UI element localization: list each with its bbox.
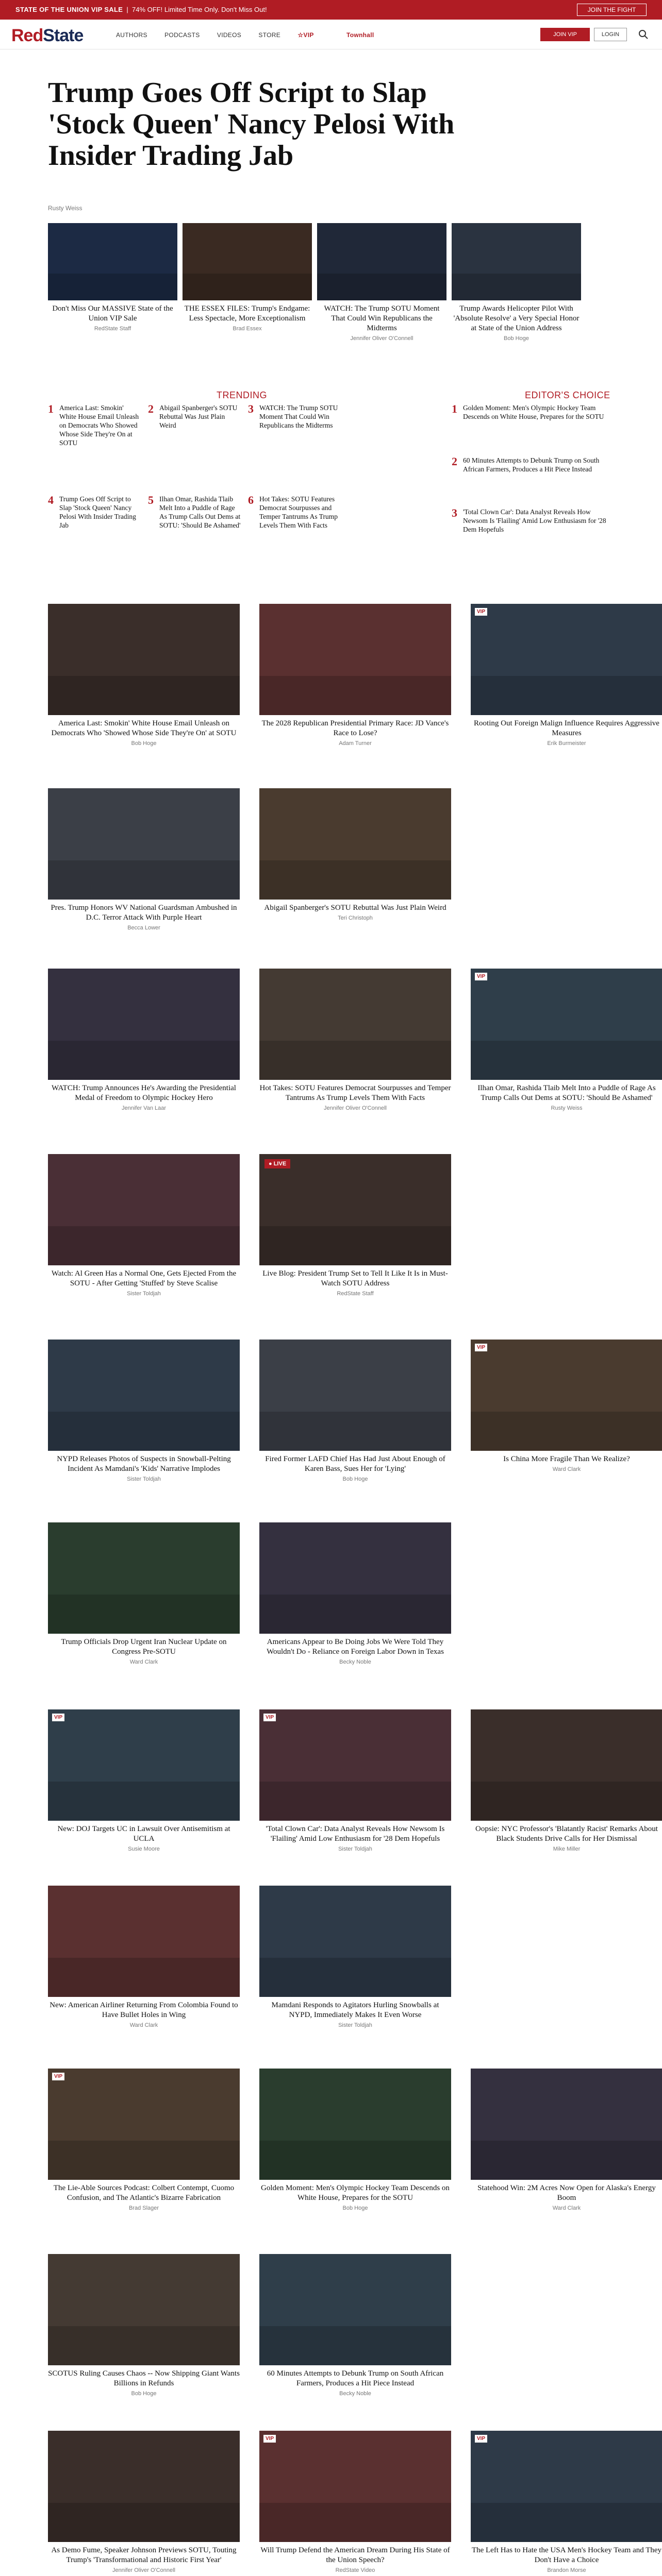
article-author[interactable]: Brad Slager [128, 2205, 159, 2211]
article-thumbnail[interactable] [48, 1709, 240, 1821]
article-thumbnail[interactable] [317, 223, 446, 300]
article-card[interactable] [259, 788, 451, 921]
article-title[interactable]: THE ESSEX FILES: Trump's Endgame: Less Spectacle, More Exceptionalism [184, 304, 310, 323]
article-author[interactable]: Becky Noble [339, 2391, 371, 2397]
article-title[interactable]: WATCH: The Trump SOTU Moment That Could Win Republicans the Midterms [324, 304, 440, 332]
site-logo[interactable]: RedState [11, 26, 84, 45]
article-title[interactable]: Rooting Out Foreign Malign Influence Requires Aggressive Measures [474, 719, 659, 737]
article-title[interactable]: 'Total Clown Car': Data Analyst Reveals How Newsom Is 'Flailing' Amid Low Enthusiasm for '28 Dem Hopefuls [266, 1825, 445, 1843]
editors-choice-title-text[interactable]: 'Total Clown Car': Data Analyst Reveals How Newsom Is 'Flailing' Amid Low Enthusiasm for '28 Dem Hopefuls [463, 508, 606, 533]
trending-title-text[interactable]: America Last: Smokin' White House Email Unleash on Democrats Who Showed Whose Side They're On at SOTU [59, 404, 139, 447]
page-title[interactable]: Trump Goes Off Script to Slap 'Stock Queen' Nancy Pelosi With Insider Trading Jab [48, 77, 455, 172]
article-thumbnail[interactable] [259, 1709, 451, 1821]
article-title[interactable]: Is China More Fragile Than We Realize? [503, 1455, 630, 1463]
article-author[interactable]: Bob Hoge [342, 1476, 368, 1482]
editors-choice-item[interactable] [452, 456, 614, 473]
article-title[interactable]: Statehood Win: 2M Acres Now Open for Alaska's Energy Boom [477, 2184, 656, 2202]
vip-badge: VIP [263, 1714, 276, 1721]
join-vip-button[interactable]: JOIN VIP [540, 28, 590, 41]
article-title[interactable]: The 2028 Republican Presidential Primary Race: JD Vance's Race to Lose? [261, 719, 449, 737]
article-title[interactable]: New: American Airliner Returning From Colombia Found to Have Bullet Holes in Wing [49, 2001, 238, 2019]
article-title[interactable]: America Last: Smokin' White House Email Unleash on Democrats Who 'Showed Whose Side They're On' at SOTU [51, 719, 237, 737]
article-author[interactable]: Erik Burmeister [547, 740, 586, 747]
join-the-fight-button[interactable]: JOIN THE FIGHT [577, 4, 647, 16]
trending-rank: 5 [148, 494, 154, 506]
article-title[interactable]: Americans Appear to Be Doing Jobs We Were Told They Wouldn't Do - Reliance on Foreign Labor Down in Texas [267, 1638, 444, 1656]
trending-title: TRENDING [217, 390, 267, 400]
article-card[interactable] [259, 604, 451, 747]
article-title[interactable]: As Demo Fume, Speaker Johnson Previews SOTU, Touting Trump's 'Transformational and Historic First Year' [51, 2546, 237, 2564]
trending-rank: 1 [48, 402, 54, 415]
article-card[interactable] [259, 1340, 451, 1482]
search-icon[interactable] [638, 29, 649, 40]
trending-item[interactable] [248, 495, 342, 530]
editors-choice-title-text[interactable]: Golden Moment: Men's Olympic Hockey Team Descends on White House, Prepares for the SOTU [463, 404, 604, 420]
article-author[interactable]: Ward Clark [129, 1659, 158, 1665]
article-thumbnail[interactable] [471, 2069, 662, 2180]
trending-rank: 6 [248, 494, 254, 506]
article-thumbnail[interactable] [259, 1522, 451, 1634]
vip-badge: VIP [475, 973, 487, 980]
trending-rank: 4 [48, 494, 54, 506]
article-thumbnail[interactable] [48, 1886, 240, 1997]
article-thumbnail[interactable] [48, 2431, 240, 2542]
nav-videos[interactable]: VIDEOS [217, 31, 242, 39]
article-author[interactable]: Bob Hoge [131, 740, 157, 747]
article-card[interactable] [317, 223, 446, 342]
article-author[interactable]: Bob Hoge [342, 2205, 368, 2211]
article-author[interactable]: Jennifer Oliver O'Connell [350, 335, 413, 342]
article-title[interactable]: WATCH: Trump Announces He's Awarding the Presidential Medal of Freedom to Olympic Hockey Hero [52, 1084, 236, 1102]
article-author[interactable]: Becca Lower [127, 925, 160, 931]
article-card[interactable] [471, 604, 662, 747]
vip-badge: VIP [475, 1344, 487, 1351]
article-title[interactable]: Live Blog: President Trump Set to Tell It Like It Is in Must-Watch SOTU Address [262, 1269, 448, 1287]
article-author[interactable]: Jennifer Van Laar [121, 1105, 167, 1111]
nav-store[interactable]: STORE [258, 31, 281, 39]
trending-rank: 3 [248, 402, 254, 415]
article-title[interactable]: Pres. Trump Honors WV National Guardsman Ambushed in D.C. Terror Attack With Purple Heart [51, 904, 237, 922]
vip-badge: VIP [52, 2073, 64, 2080]
article-thumbnail[interactable] [48, 1154, 240, 1265]
trending-item[interactable] [248, 403, 342, 430]
article-title[interactable]: Mamdani Responds to Agitators Hurling Snowballs at NYPD, Immediately Makes It Even Worse [271, 2001, 439, 2019]
nav-menu [116, 31, 390, 39]
article-thumbnail[interactable] [259, 604, 451, 715]
article-title[interactable]: The Left Has to Hate the USA Men's Hockey Team and They Don't Have a Choice [471, 2546, 662, 2564]
article-author[interactable]: Ward Clark [552, 2205, 581, 2211]
article-thumbnail[interactable] [183, 223, 312, 300]
article-author[interactable]: Ward Clark [129, 2022, 158, 2028]
article-title[interactable]: Fired Former LAFD Chief Has Had Just About Enough of Karen Bass, Sues Her for 'Lying' [265, 1455, 445, 1473]
trending-title-text[interactable]: Hot Takes: SOTU Features Democrat Sourpusses and Temper Tantrums As Trump Levels Them With Facts [259, 495, 338, 529]
article-thumbnail[interactable] [259, 1154, 451, 1265]
trending-title-text[interactable]: Trump Goes Off Script to Slap 'Stock Queen' Nancy Pelosi With Insider Trading Jab [59, 495, 136, 529]
article-thumbnail[interactable] [471, 1709, 662, 1821]
promo-text: STATE OF THE UNION VIP SALE | 74% OFF! Limited Time Only. Don't Miss Out! [15, 6, 267, 13]
nav-authors[interactable]: AUTHORS [116, 31, 147, 39]
trending-item[interactable] [148, 495, 242, 530]
article-author[interactable]: Rusty Weiss [551, 1105, 583, 1111]
article-author[interactable]: Jennifer Oliver O'Connell [324, 1105, 387, 1111]
promo-banner[interactable] [0, 0, 662, 20]
article-thumbnail[interactable] [259, 2254, 451, 2365]
article-thumbnail[interactable] [471, 2431, 662, 2542]
nav-podcasts[interactable]: PODCASTS [164, 31, 200, 39]
article-thumbnail[interactable] [471, 1340, 662, 1451]
live-badge: ● LIVE [264, 1159, 290, 1168]
article-title[interactable]: Will Trump Defend the American Dream During His State of the Union Speech? [260, 2546, 450, 2564]
article-card[interactable] [48, 1709, 240, 1852]
article-title[interactable]: Oopsie: NYC Professor's 'Blatantly Racist' Remarks About Black Students Drive Calls for Her Dismissal [475, 1825, 658, 1843]
editors-choice-title-text[interactable]: 60 Minutes Attempts to Debunk Trump on South African Farmers, Produces a Hit Piece Instead [463, 456, 600, 473]
nav-townhall[interactable]: Townhall [346, 31, 374, 39]
article-title[interactable]: Watch: Al Green Has a Normal One, Gets Ejected From the SOTU - After Getting 'Stuffed' by Steve Scalise [51, 1269, 237, 1287]
article-card[interactable] [48, 2431, 240, 2573]
article-card[interactable] [48, 2069, 240, 2211]
article-card[interactable] [259, 2431, 451, 2573]
article-thumbnail[interactable] [48, 2254, 240, 2365]
article-author[interactable]: RedState Staff [337, 1291, 374, 1297]
vip-badge: VIP [475, 2435, 487, 2443]
article-title[interactable]: New: DOJ Targets UC in Lawsuit Over Antisemitism at UCLA [57, 1825, 230, 1843]
article-author[interactable]: Ward Clark [552, 1466, 581, 1472]
editors-choice-item[interactable] [452, 403, 614, 421]
article-thumbnail[interactable] [259, 2069, 451, 2180]
article-author[interactable]: Sister Toldjah [127, 1476, 161, 1482]
article-author[interactable]: Brandon Morse [547, 2567, 586, 2573]
article-title[interactable]: Ilhan Omar, Rashida Tlaib Melt Into a Puddle of Rage As Trump Calls Out Dems at SOTU: 'Should Be Ashamed' [477, 1084, 656, 1102]
article-thumbnail[interactable] [452, 223, 581, 300]
article-author[interactable]: Mike Miller [553, 1846, 581, 1852]
article-title[interactable]: Trump Awards Helicopter Pilot With 'Absolute Resolve' a Very Special Honor at State of the Union Address [453, 304, 580, 332]
article-card[interactable] [48, 1154, 240, 1297]
article-author[interactable]: Bob Hoge [504, 335, 529, 342]
article-author[interactable]: Brad Essex [233, 326, 262, 332]
article-thumbnail[interactable] [259, 969, 451, 1080]
article-thumbnail[interactable] [48, 788, 240, 900]
article-card[interactable] [471, 1340, 662, 1472]
article-thumbnail[interactable] [48, 969, 240, 1080]
article-card[interactable] [259, 1709, 451, 1852]
trending-title-text[interactable]: Abigail Spanberger's SOTU Rebuttal Was Just Plain Weird [159, 404, 238, 429]
article-card[interactable] [183, 223, 312, 332]
article-thumbnail[interactable] [48, 2069, 240, 2180]
vip-badge: VIP [475, 608, 487, 616]
article-thumbnail[interactable] [48, 604, 240, 715]
article-thumbnail[interactable] [48, 1522, 240, 1634]
trending-title-text[interactable]: WATCH: The Trump SOTU Moment That Could Win Republicans the Midterms [259, 404, 338, 429]
article-title[interactable]: NYPD Releases Photos of Suspects in Snowball-Pelting Incident As Mamdani's 'Kids' Narrative Implodes [57, 1455, 231, 1473]
article-card[interactable] [48, 604, 240, 747]
article-card[interactable] [48, 969, 240, 1111]
article-thumbnail[interactable] [259, 1340, 451, 1451]
editors-choice-title: EDITOR'S CHOICE [525, 390, 610, 400]
editors-choice-rank: 1 [452, 402, 457, 415]
article-card[interactable] [48, 788, 240, 931]
editors-choice-rank: 2 [452, 455, 457, 468]
article-author[interactable]: Becky Noble [339, 1659, 371, 1665]
article-card[interactable] [48, 2254, 240, 2397]
article-author[interactable]: Susie Moore [128, 1846, 160, 1852]
article-title[interactable]: SCOTUS Ruling Causes Chaos -- Now Shipping Giant Wants Billions in Refunds [48, 2369, 240, 2387]
article-thumbnail[interactable] [259, 788, 451, 900]
trending-rank: 2 [148, 402, 154, 415]
article-author[interactable]: Adam Turner [339, 740, 372, 747]
article-author[interactable]: Jennifer Oliver O'Connell [112, 2567, 175, 2573]
article-card[interactable] [48, 1886, 240, 2028]
top-nav [0, 20, 662, 49]
article-title[interactable]: Hot Takes: SOTU Features Democrat Sourpusses and Temper Tantrums As Trump Levels Them With Facts [259, 1084, 451, 1102]
article-card[interactable] [259, 1886, 451, 2028]
article-author[interactable]: Sister Toldjah [338, 2022, 372, 2028]
article-author[interactable]: Bob Hoge [131, 2391, 157, 2397]
article-card[interactable] [471, 1709, 662, 1852]
article-thumbnail[interactable] [48, 1340, 240, 1451]
article-card[interactable] [259, 2254, 451, 2397]
vip-badge: VIP [52, 1714, 64, 1721]
article-card[interactable] [471, 969, 662, 1111]
article-card[interactable] [471, 2069, 662, 2211]
article-thumbnail[interactable] [471, 969, 662, 1080]
article-card[interactable] [48, 223, 177, 332]
article-card[interactable] [48, 1340, 240, 1482]
article-title[interactable]: The Lie-Able Sources Podcast: Colbert Contempt, Cuomo Confusion, and The Atlantic's Bizarre Fabrication [53, 2184, 235, 2202]
login-button[interactable]: LOGIN [594, 28, 627, 41]
article-card[interactable] [259, 2069, 451, 2211]
article-title[interactable]: Trump Officials Drop Urgent Iran Nuclear Update on Congress Pre-SOTU [61, 1638, 227, 1656]
trending-item[interactable] [48, 403, 142, 447]
article-thumbnail[interactable] [259, 2431, 451, 2542]
vip-badge: VIP [263, 2435, 276, 2443]
article-thumbnail[interactable] [48, 223, 177, 300]
trending-item[interactable] [48, 495, 142, 530]
article-title[interactable]: Abigail Spanberger's SOTU Rebuttal Was Just Plain Weird [264, 904, 446, 912]
article-card[interactable] [259, 1154, 451, 1297]
article-card[interactable] [48, 1522, 240, 1665]
byline[interactable]: Rusty Weiss [48, 205, 82, 212]
article-title[interactable]: Golden Moment: Men's Olympic Hockey Team Descends on White House, Prepares for the SOTU [261, 2184, 450, 2202]
article-card[interactable] [259, 969, 451, 1111]
article-thumbnail[interactable] [471, 604, 662, 715]
article-card[interactable] [452, 223, 581, 342]
article-author[interactable]: Sister Toldjah [338, 1846, 372, 1852]
article-author[interactable]: Sister Toldjah [127, 1291, 161, 1297]
article-card[interactable] [471, 2431, 662, 2573]
article-author[interactable]: RedState Video [335, 2567, 375, 2573]
article-author[interactable]: Teri Christoph [338, 915, 373, 921]
trending-item[interactable] [148, 403, 242, 430]
editors-choice-rank: 3 [452, 506, 457, 519]
editors-choice-item[interactable] [452, 507, 614, 534]
trending-title-text[interactable]: Ilhan Omar, Rashida Tlaib Melt Into a Puddle of Rage As Trump Calls Out Dems at SOTU: 'Should Be Ashamed' [159, 495, 241, 529]
article-title[interactable]: 60 Minutes Attempts to Debunk Trump on South African Farmers, Produces a Hit Piece Instead [267, 2369, 444, 2387]
article-title[interactable]: Don't Miss Our MASSIVE State of the Union VIP Sale [52, 304, 173, 323]
nav-vip[interactable]: ☆VIP [297, 31, 314, 39]
article-card[interactable] [259, 1522, 451, 1665]
article-author[interactable]: RedState Staff [94, 326, 131, 332]
article-thumbnail[interactable] [259, 1886, 451, 1997]
